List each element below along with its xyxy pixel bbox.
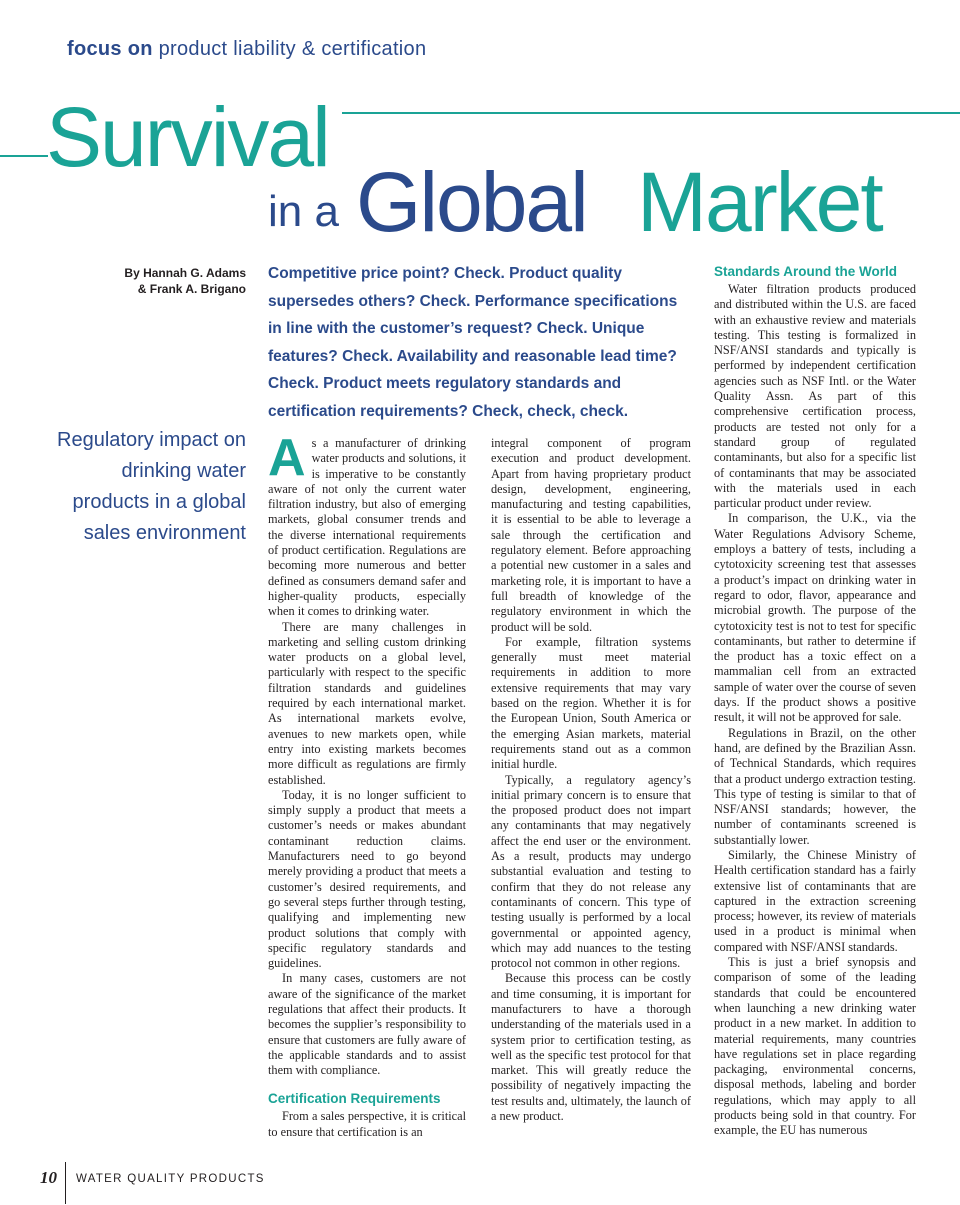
body-paragraph: Similarly, the Chinese Ministry of Health certification standard has a fairly extensive list of contaminants that are captured in the extraction screening process; however, its review of materials used in a product is minimal when compared with NSF/ANSI standards. <box>714 847 916 954</box>
body-column-3 <box>714 263 916 1139</box>
body-paragraph: In many cases, customers are not aware of the significance of the market regulations that affect their products. It becomes the supplier’s responsibility to ensure that customers are fully aware of the applicable standards and to assist them with compliance. <box>268 971 466 1078</box>
body-paragraph: In comparison, the U.K., via the Water Regulations Advisory Scheme, employs a battery of tests, including a cytotoxicity screening test that assesses a product’s impact on drinking water in regard to odor, flavor, appearance and microbial growth. The purpose of the cytotoxicity test is not to test for specific contaminants, but rather to determine if the product has a toxic effect on a mammalian cell from an extracted sample of water over the course of seven days. If the product shows a positive result, it will not be approved for sale. <box>714 511 916 725</box>
title-rule-left <box>0 155 48 157</box>
body-paragraph: Typically, a regulatory agency’s initial primary concern is to ensure that the proposed product does not impart any contaminants that may negatively affect the end user or the environment. As a result, products may undergo substantial evaluation and testing to confirm that they do not release any contaminants of concern. This type of testing usually is performed by a local governmental or appointed agency, which may add nuances to the testing protocol not common in other regions. <box>491 772 691 971</box>
title-word-global: Global <box>356 155 587 249</box>
article-deck: Competitive price point? Check. Product quality supersedes others? Check. Performance specifications in line with the customer’s request? Check. Unique features? Check. Availability and reasonable lead time? Check. Product meets regulatory standards and certification requirements? Check, check, check. <box>268 265 678 420</box>
body-paragraph: From a sales perspective, it is critical to ensure that certification is an <box>268 1109 466 1139</box>
body-paragraph: Regulations in Brazil, on the other hand, are defined by the Brazilian Assn. of Technical Standards, which requires that a product undergo extraction testing. This type of testing is similar to that of NSF/ANSI standards; however, the number of contaminants screened is substantially lower. <box>714 725 916 847</box>
body-paragraph <box>268 429 466 620</box>
body-paragraph: There are many challenges in marketing and selling custom drinking water products on a global level, particularly with respect to the specific filtration standards and guidelines required by each international market. As international markets evolve, avenues to new markets open, while entry into existing markets becomes more difficult as regulations are firmly established. <box>268 619 466 787</box>
subhead-certification: Certification Requirements <box>268 1091 441 1107</box>
body-column-2 <box>491 436 691 1124</box>
byline <box>124 265 246 297</box>
subhead-standards: Standards Around the World <box>714 264 898 279</box>
body-paragraph: This is just a brief synopsis and comparison of some of the leading standards that could be encountered when launching a new drinking water product in a new market. In addition to material requirements, many countries have regulations set in place regarding packaging, environmental concerns, disposal methods, labeling and border regulations, which may apply to all products being sold in that country. For example, the EU has numerous <box>714 955 916 1138</box>
section-kicker <box>67 38 426 61</box>
title-word-survival: Survival <box>46 90 329 184</box>
body-paragraph: Water filtration products produced and distributed within the U.S. are faced with an exhaustive review and materials testing. This testing is formalized in NSF/ANSI standards and typically is performed by independent certification agencies such as NSF Intl. or the Water Quality Assn. As part of this comprehensive certification process, products are tested not only for a standard group of regulated contaminants, but also for a specific list of contaminants that may be associated with the materials used in each particular product under review. <box>714 282 916 511</box>
paragraph-text: s a manufacturer of drinking water products and solutions, it is imperative to be constantly aware of not only the current water filtration industry, but also of emerging markets, global consumer trends and the diverse international requirements of product certification. Regulations are becoming more numerous and better defined as consumers demand safer and higher-quality products, especially when it comes to drinking water. <box>268 436 466 619</box>
kicker-strong: focus on <box>67 38 153 60</box>
body-paragraph: For example, filtration systems generally must meet material requirements in addition to more extensive requirements that may vary based on the region. Whether it is for the European Union, South America or the emerging Asian markets, material requirements stand out as a common initial hurdle. <box>491 634 691 772</box>
byline-line-2: & Frank A. Brigano <box>137 282 246 296</box>
kicker-topic: product liability & certification <box>158 38 427 60</box>
drop-cap: A <box>268 429 306 487</box>
byline-line-1: By Hannah G. Adams <box>124 266 246 280</box>
title-word-market: Market <box>637 155 882 249</box>
publication-name: WATER QUALITY PRODUCTS <box>76 1173 265 1185</box>
footer-divider <box>65 1162 66 1204</box>
body-paragraph: Because this process can be costly and time consuming, it is important for manufacturers to have a thorough understanding of the materials used in a system prior to certification testing, as well as the specific test protocol for that market. This will greatly reduce the possibility of negatively impacting the test results and, ultimately, the launch of a new product. <box>491 971 691 1124</box>
pull-quote: Regulatory impact on drinking water products in a global sales environment <box>57 429 246 544</box>
body-column-1 <box>268 429 466 1140</box>
body-paragraph: integral component of program execution and product development. Apart from having proprietary product design, development, engineering, manufacturing and testing capabilities, it is essential to be able to leverage a sale through the certification and regulatory element. Before approaching a potential new customer in a sales and marketing role, it is important to have a full breadth of knowledge of the regulatory environment in which the product will be sold. <box>491 436 691 634</box>
title-word-in-a: in a <box>268 187 339 236</box>
body-paragraph: Today, it is no longer sufficient to simply supply a product that meets a customer’s needs or makes abundant contaminant reduction claims. Manufacturers need to go beyond merely providing a product that meets a customer’s desired requirements, and go several steps further through testing, qualifying and implementing new product solutions that comply with specific regulatory standards and guidelines. <box>268 787 466 971</box>
title-rule-top <box>342 112 960 114</box>
page-number: 10 <box>40 1168 57 1187</box>
